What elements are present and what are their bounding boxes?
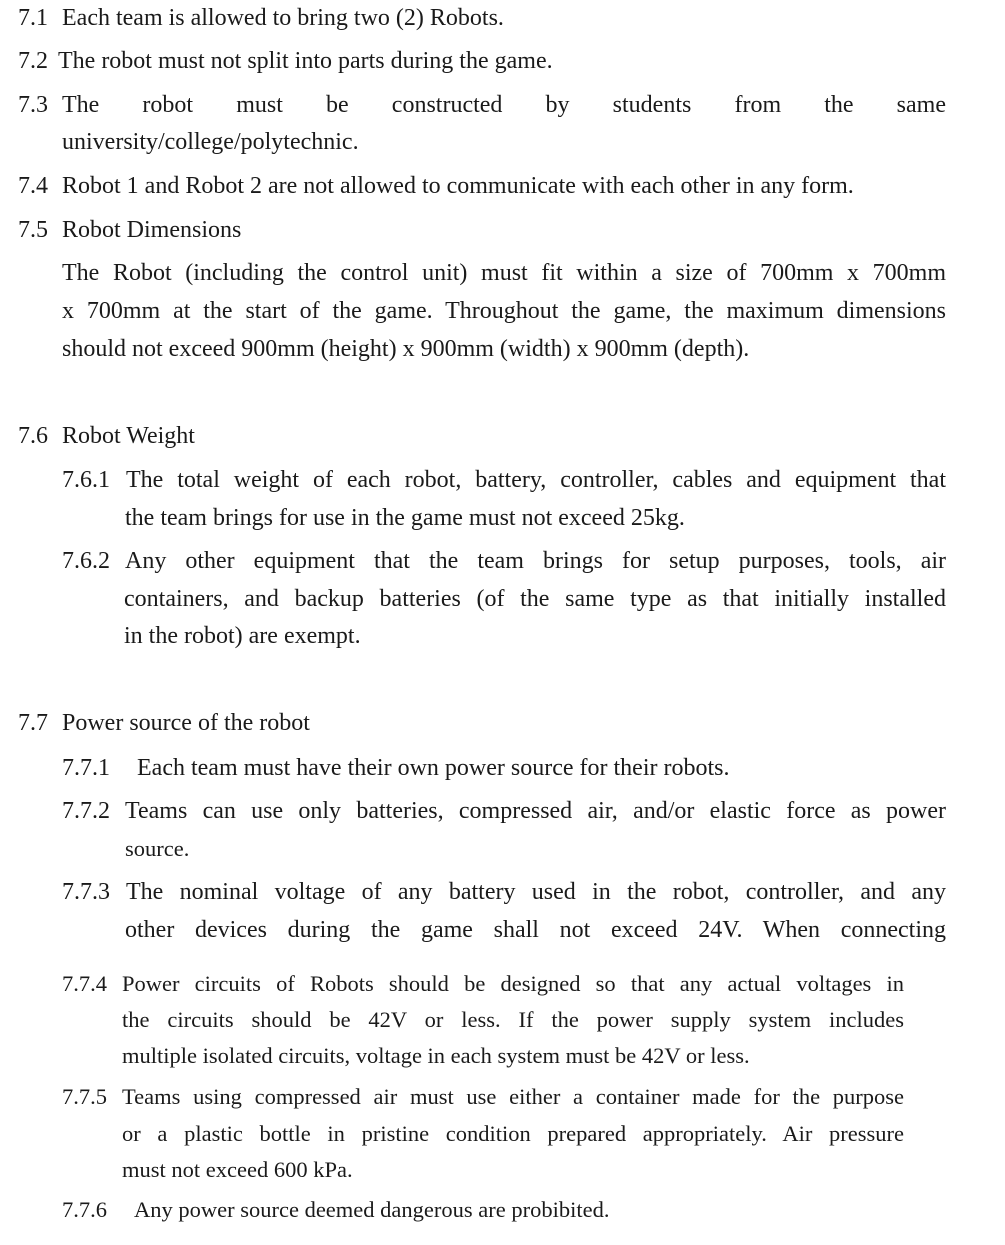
- rule-7-7-3-line-2: other devices during the game shall not exceed 24V. When connecting: [125, 917, 946, 943]
- rule-7-7-3-line-1: The nominal voltage of any battery used in the robot, controller, and any: [126, 879, 946, 905]
- rule-7-7-5-line-1: Teams using compressed air must use either a container made for the purpose: [122, 1084, 904, 1109]
- rule-7-7-1-text: Each team must have their own power source for their robots.: [137, 755, 730, 781]
- rule-7-5-number: 7.5: [18, 217, 48, 243]
- rule-7-3-line-2: university/college/polytechnic.: [62, 129, 359, 155]
- rule-7-7-title: Power source of the robot: [62, 710, 310, 736]
- rule-7-2-text: The robot must not split into parts during the game.: [58, 48, 553, 74]
- rule-7-5-title: Robot Dimensions: [62, 217, 242, 243]
- rule-7-6-1-number: 7.6.1: [62, 467, 110, 493]
- rule-7-4-text: Robot 1 and Robot 2 are not allowed to communicate with each other in any form.: [62, 173, 854, 199]
- rule-7-1-text: Each team is allowed to bring two (2) Robots.: [62, 5, 504, 31]
- rule-7-6-2-line-1: Any other equipment that the team brings for setup purposes, tools, air: [125, 548, 946, 574]
- rule-7-6-2-line-3: in the robot) are exempt.: [124, 623, 361, 649]
- rule-7-6-1-line-1: The total weight of each robot, battery, controller, cables and equipment that: [126, 467, 946, 493]
- rule-7-7-4-number: 7.7.4: [62, 971, 107, 996]
- rule-7-7-5-line-2: or a plastic bottle in pristine condition prepared appropriately. Air pressure: [122, 1121, 904, 1146]
- rule-7-4-number: 7.4: [18, 173, 48, 199]
- rule-7-7-2-line-2: source.: [125, 836, 190, 861]
- rule-7-5-line-3: should not exceed 900mm (height) x 900mm (width) x 900mm (depth).: [62, 336, 750, 362]
- rule-7-7-1-number: 7.7.1: [62, 755, 110, 781]
- rule-7-6-1-line-2: the team brings for use in the game must not exceed 25kg.: [125, 505, 685, 531]
- rule-7-7-4-line-2: the circuits should be 42V or less. If the power supply system includes: [122, 1007, 904, 1032]
- rule-7-6-number: 7.6: [18, 423, 48, 449]
- rule-7-5-line-2: x 700mm at the start of the game. Throughout the game, the maximum dimensions: [62, 298, 946, 324]
- rule-7-7-3-number: 7.7.3: [62, 879, 110, 905]
- rule-7-3-line-1: The robot must be constructed by students from the same: [62, 92, 946, 118]
- rule-7-7-5-number: 7.7.5: [62, 1084, 107, 1109]
- rule-7-7-number: 7.7: [18, 710, 48, 736]
- rule-7-7-5-line-3: must not exceed 600 kPa.: [122, 1157, 353, 1182]
- rule-7-7-2-line-1: Teams can use only batteries, compressed air, and/or elastic force as power: [125, 798, 946, 824]
- rule-7-7-4-line-3: multiple isolated circuits, voltage in each system must be 42V or less.: [122, 1043, 750, 1068]
- rule-7-1-number: 7.1: [18, 5, 48, 31]
- rule-7-6-title: Robot Weight: [62, 423, 195, 449]
- rule-7-7-4-line-1: Power circuits of Robots should be designed so that any actual voltages in: [122, 971, 904, 996]
- rule-7-6-2-number: 7.6.2: [62, 548, 110, 574]
- rule-7-7-2-number: 7.7.2: [62, 798, 110, 824]
- rule-7-6-2-line-2: containers, and backup batteries (of the same type as that initially installed: [124, 586, 946, 612]
- rule-7-3-number: 7.3: [18, 92, 48, 118]
- rule-7-7-6-text: Any power source deemed dangerous are probibited.: [134, 1197, 610, 1222]
- rule-7-7-6-number: 7.7.6: [62, 1197, 107, 1222]
- rule-7-5-line-1: The Robot (including the control unit) must fit within a size of 700mm x 700mm: [62, 260, 946, 286]
- rule-7-2-number: 7.2: [18, 48, 48, 74]
